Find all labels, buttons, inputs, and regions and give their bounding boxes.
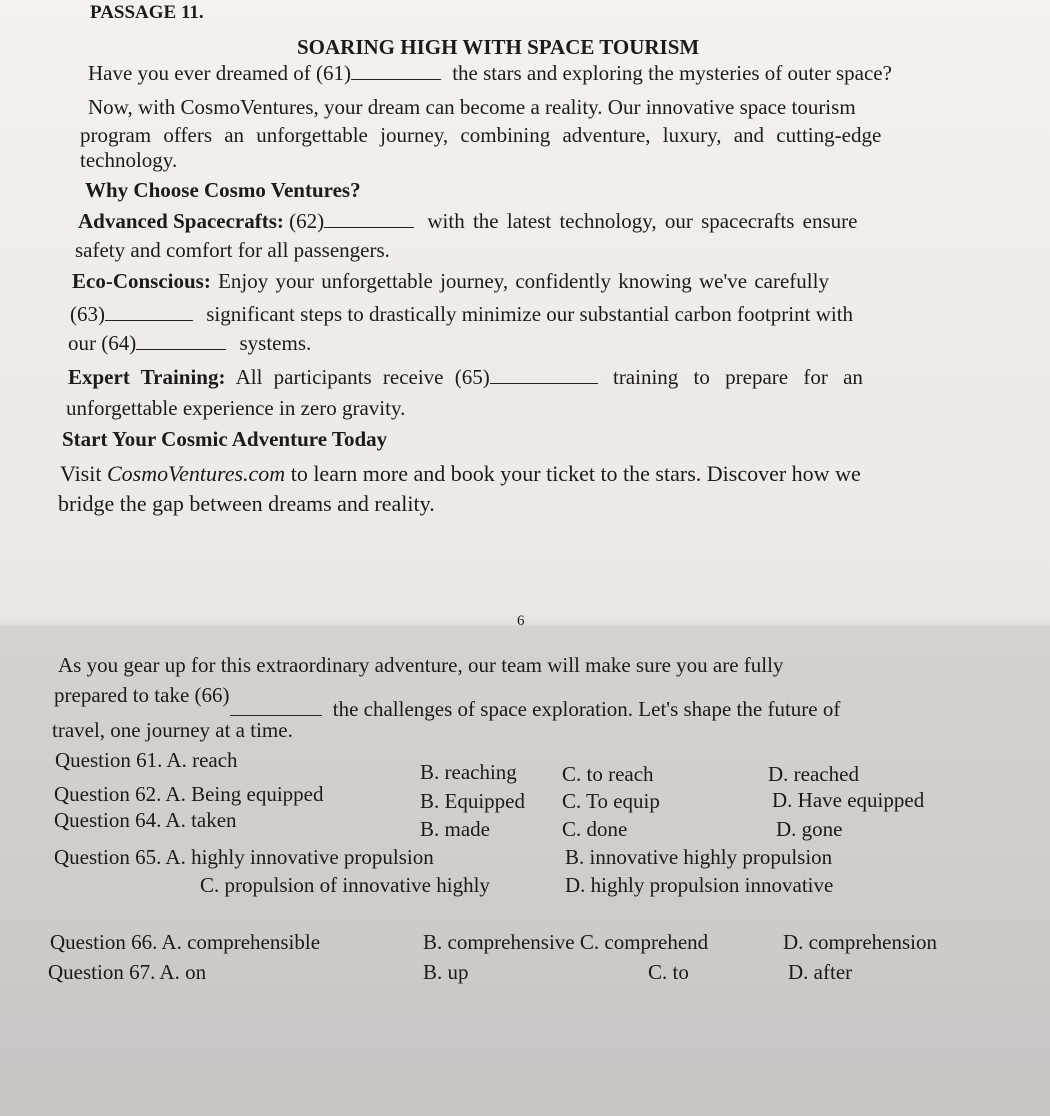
q64-option-d: D. gone: [776, 817, 843, 841]
blank-65: [490, 367, 598, 384]
q61-option-c: C. to reach: [562, 762, 654, 786]
q65-option-d: D. highly propulsion innovative: [565, 873, 834, 897]
blank-62: [324, 211, 414, 228]
q65-option-a: Question 65. A. highly innovative propulsion: [54, 845, 434, 869]
training-line-2: unforgettable experience in zero gravity.: [66, 396, 406, 420]
q61-option-a: Question 61. A. reach: [55, 748, 238, 772]
visit-line-2: bridge the gap between dreams and reality.: [58, 491, 435, 516]
q66-option-a: Question 66. A. comprehensible: [50, 930, 321, 954]
q67-option-a: Question 67. A. on: [48, 960, 207, 984]
q61-option-d: D. reached: [768, 762, 859, 786]
spacecraft-line-1: Advanced Spacecrafts: (62) with the latest technology, our spacecrafts ensure: [78, 209, 858, 233]
passage-title: SOARING HIGH WITH SPACE TOURISM: [297, 35, 700, 59]
training-line-1: Expert Training: All participants receive (65) training to prepare for an: [68, 365, 863, 389]
closing-line-1: As you gear up for this extraordinary adventure, our team will make sure you are fully: [58, 653, 784, 677]
visit-line-1: Visit CosmoVentures.com to learn more and book your ticket to the stars. Discover how we: [60, 461, 861, 486]
blank-66: [230, 699, 322, 716]
intro-line-2: Now, with CosmoVentures, your dream can become a reality. Our innovative space tourism: [88, 95, 856, 119]
q62-option-b: B. Equipped: [420, 789, 525, 813]
closing-line-3: travel, one journey at a time.: [52, 718, 293, 742]
why-heading: Why Choose Cosmo Ventures?: [85, 178, 361, 202]
intro-line-3: program offers an unforgettable journey, combining adventure, luxury, and cutting-edge: [80, 123, 882, 147]
eco-line-2: (63) significant steps to drastically minimize our substantial carbon footprint with: [70, 302, 854, 326]
blank-64: [136, 333, 226, 350]
q64-option-b: B. made: [420, 817, 490, 841]
q67-option-c: C. to: [648, 960, 689, 984]
blank-61: [351, 63, 441, 80]
q61-option-b: B. reaching: [420, 760, 517, 784]
intro-line-4: technology.: [80, 148, 178, 172]
q62-option-d: D. Have equipped: [772, 788, 925, 812]
page-number: 6: [517, 613, 525, 629]
q65-option-b: B. innovative highly propulsion: [565, 845, 833, 869]
q65-option-c: C. propulsion of innovative highly: [200, 873, 490, 897]
q66-option-b-c: B. comprehensive C. comprehend: [423, 930, 709, 954]
start-heading: Start Your Cosmic Adventure Today: [62, 427, 388, 451]
passage-label: PASSAGE 11.: [90, 2, 204, 23]
q67-option-d: D. after: [788, 960, 853, 984]
q66-option-d: D. comprehension: [783, 930, 937, 954]
spacecraft-line-2: safety and comfort for all passengers.: [75, 238, 390, 262]
intro-line-1: Have you ever dreamed of (61) the stars and exploring the mysteries of outer space?: [88, 61, 892, 85]
q64-option-a: Question 64. A. taken: [54, 808, 237, 832]
eco-line-1: Eco-Conscious: Enjoy your unforgettable journey, confidently knowing we've carefully: [72, 269, 829, 293]
blank-63: [105, 304, 193, 321]
closing-line-2: prepared to take (66) the challenges of space exploration. Let's shape the future of: [54, 683, 841, 721]
q62-option-c: C. To equip: [562, 789, 660, 813]
q67-option-b: B. up: [423, 960, 469, 984]
q64-option-c: C. done: [562, 817, 628, 841]
eco-line-3: our (64) systems.: [68, 331, 312, 355]
q62-option-a: Question 62. A. Being equipped: [54, 782, 324, 806]
